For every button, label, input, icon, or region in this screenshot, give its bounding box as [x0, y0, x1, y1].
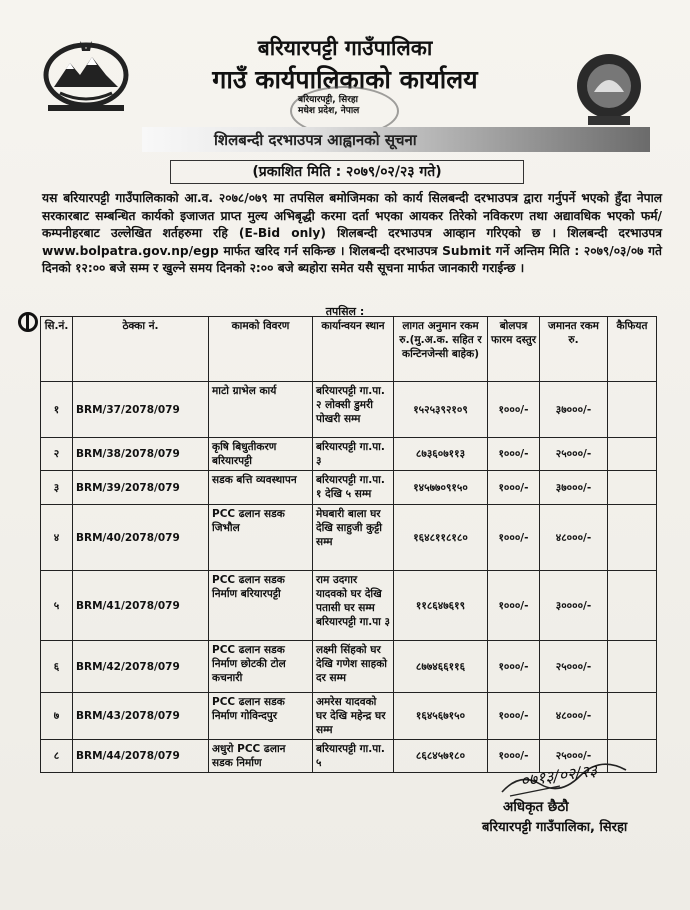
serial-cell: ६ — [41, 641, 73, 693]
deposit-cell: २५०००/- — [540, 740, 608, 773]
form-fee-cell: १०००/- — [488, 471, 540, 505]
office-subtitle: गाउँ कार्यपालिकाको कार्यालय — [212, 65, 478, 94]
header-cell: ठेक्का नं. — [73, 317, 209, 382]
table-row — [41, 471, 657, 505]
office-address — [298, 95, 359, 117]
address-line-1: बरियारपट्टी, सिरहा — [298, 95, 358, 105]
serial-cell: १ — [41, 382, 73, 438]
deposit-cell: ४८०००/- — [540, 693, 608, 740]
work-description-cell: अधुरो PCC ढलान सडक निर्माण — [209, 740, 313, 773]
header-cell: सि.नं. — [41, 317, 73, 382]
remarks-cell — [608, 438, 657, 471]
deposit-cell: २५०००/- — [540, 641, 608, 693]
cost-estimate-cell: १६४५६७१५० — [394, 693, 488, 740]
serial-cell: ५ — [41, 571, 73, 641]
remarks-cell — [608, 641, 657, 693]
location-cell: लक्ष्मी सिंहको घर देखि गणेश साहको दर सम्म — [313, 641, 394, 693]
contract-no-cell: BRM/42/2078/079 — [73, 641, 209, 693]
header-cell: कैफियत — [608, 317, 657, 382]
cost-estimate-cell: ८७७४६६११६ — [394, 641, 488, 693]
contract-no-cell: BRM/40/2078/079 — [73, 505, 209, 571]
cost-estimate-cell: १६४८११८१८० — [394, 505, 488, 571]
location-cell: बरियारपट्टी गा.पा. १ देखि ५ सम्म — [313, 471, 394, 505]
remarks-cell — [608, 471, 657, 505]
deposit-cell: २५०००/- — [540, 438, 608, 471]
table-row — [41, 571, 657, 641]
location-cell: बरियारपट्टी गा.पा. ५ — [313, 740, 394, 773]
contract-no-cell: BRM/38/2078/079 — [73, 438, 209, 471]
cost-estimate-cell: १४५७७०९१५० — [394, 471, 488, 505]
header-cell: कार्यान्वयन स्थान — [313, 317, 394, 382]
notice-title: शिलबन्दी दरभाउपत्र आह्वानको सूचना — [214, 131, 417, 149]
table-title: तपसिल : — [325, 305, 365, 318]
cost-estimate-cell: ८६८४५७१८० — [394, 740, 488, 773]
form-fee-cell: १०००/- — [488, 505, 540, 571]
work-description-cell: PCC ढलान सडक निर्माण छोटकी टोल कचनारी — [209, 641, 313, 693]
header-cell: बोलपत्र फारम दस्तुर — [488, 317, 540, 382]
work-description-cell: माटो ग्राभेल कार्य — [209, 382, 313, 438]
table-row — [41, 505, 657, 571]
serial-cell: ३ — [41, 471, 73, 505]
officer-office: बरियारपट्टी गाउँपालिका, सिरहा — [482, 820, 628, 835]
form-fee-cell: १०००/- — [488, 571, 540, 641]
contract-no-cell: BRM/37/2078/079 — [73, 382, 209, 438]
office-name: बरियारपट्टी गाउँपालिका — [257, 36, 433, 60]
table-header-row — [41, 317, 657, 382]
location-cell: राम उदगार यादवको घर देखि पतासी घर सम्म बरियारपट्टी गा.पा ३ — [313, 571, 394, 641]
serial-cell: ७ — [41, 693, 73, 740]
form-fee-cell: १०००/- — [488, 740, 540, 773]
published-date: (प्रकाशित मिति : २०७९/०२/२३ गते) — [170, 160, 524, 184]
cost-estimate-cell: ११८६४७६१९ — [394, 571, 488, 641]
work-description-cell: सडक बत्ति व्यवस्थापन — [209, 471, 313, 505]
header-cell: लागत अनुमान रकम रु.(मु.अ.क. सहित र कन्टिनजेन्सी बाहेक) — [394, 317, 488, 382]
work-description-cell: PCC ढलान सडक निर्माण बरियारपट्टी — [209, 571, 313, 641]
notice-body: यस बरियारपट्टी गाउँपालिकाको आ.व. २०७८/०७९ मा तपसिल बमोजिमका को कार्य सिलबन्दी दरभाउपत्र द्वारा गर्नुपर्ने भएको हुँदा नेपाल सरकारबाट सम्बन्धित कार्यको इजाजत प्राप्त मुल्य अभिबृद्धी करमा दर्ता भएका आयकर तिरेको नविकरण तथा अद्यावधिक भएको फर्म/कम्पनीहरबाट उल्लेखित शर्तहरुमा रहि (E-Bid only) शिलबन्दी दरभाउपत्र आव्हान गरिएको छ । शिलबन्दी दरभाउपत्र www.bolpatra.gov.np/egp मार्फत खरिद गर्न सकिन्छ । शिलबन्दी दरभाउपत्र Submit गर्ने अन्तिम मिति : २०७९/०३/०७ गते दिनको १२:०० बजे सम्म र खुल्ने समय दिनको २:०० बजे ब्यहोरा समेत यसै सूचना मार्फत जानकारी गराईन्छ । — [42, 191, 662, 276]
signature-date: ०७१३/०२/२३ — [519, 760, 599, 791]
work-description-cell: PCC ढलान सडक जिभौल — [209, 505, 313, 571]
address-line-2: मधेश प्रदेश, नेपाल — [298, 106, 360, 116]
work-description-cell: कृषि बिधुतीकरण बरियारपट्टी — [209, 438, 313, 471]
cost-estimate-cell: १५२५३९२१०९ — [394, 382, 488, 438]
work-description-cell: PCC ढलान सडक निर्माण गोविन्दपुर — [209, 693, 313, 740]
serial-cell: २ — [41, 438, 73, 471]
cost-estimate-cell: ८७३६०७११३ — [394, 438, 488, 471]
form-fee-cell: १०००/- — [488, 693, 540, 740]
contract-no-cell: BRM/43/2078/079 — [73, 693, 209, 740]
remarks-cell — [608, 693, 657, 740]
location-cell: बरियारपट्टी गा.पा. ३ — [313, 438, 394, 471]
contract-no-cell: BRM/39/2078/079 — [73, 471, 209, 505]
form-fee-cell: १०००/- — [488, 438, 540, 471]
table-row — [41, 382, 657, 438]
deposit-cell: ३००००/- — [540, 571, 608, 641]
contracts-table — [40, 316, 657, 773]
officer-title: अधिकृत छैठौ — [503, 799, 569, 815]
deposit-cell: ३७०००/- — [540, 382, 608, 438]
serial-cell: ४ — [41, 505, 73, 571]
table-row — [41, 641, 657, 693]
serial-cell: ८ — [41, 740, 73, 773]
form-fee-cell: १०००/- — [488, 382, 540, 438]
contract-no-cell: BRM/44/2078/079 — [73, 740, 209, 773]
location-cell: मेघबारी बाला घर देखि साहुजी कुट्टी सम्म — [313, 505, 394, 571]
location-cell: बरियारपट्टी गा.पा. २ लोक्सी डुमरी पोखरी सम्म — [313, 382, 394, 438]
deposit-cell: ३७०००/- — [540, 471, 608, 505]
header-cell: जमानत रकम रु. — [540, 317, 608, 382]
deposit-cell: ४८०००/- — [540, 505, 608, 571]
notice-title-banner — [142, 127, 650, 152]
form-fee-cell: १०००/- — [488, 641, 540, 693]
remarks-cell — [608, 571, 657, 641]
table-row — [41, 693, 657, 740]
contract-no-cell: BRM/41/2078/079 — [73, 571, 209, 641]
header-cell: कामको विवरण — [209, 317, 313, 382]
location-cell: अमरेस यादवको घर देखि महेन्द्र घर सम्म — [313, 693, 394, 740]
remarks-cell — [608, 382, 657, 438]
punch-hole — [18, 312, 38, 332]
remarks-cell — [608, 505, 657, 571]
table-row — [41, 438, 657, 471]
